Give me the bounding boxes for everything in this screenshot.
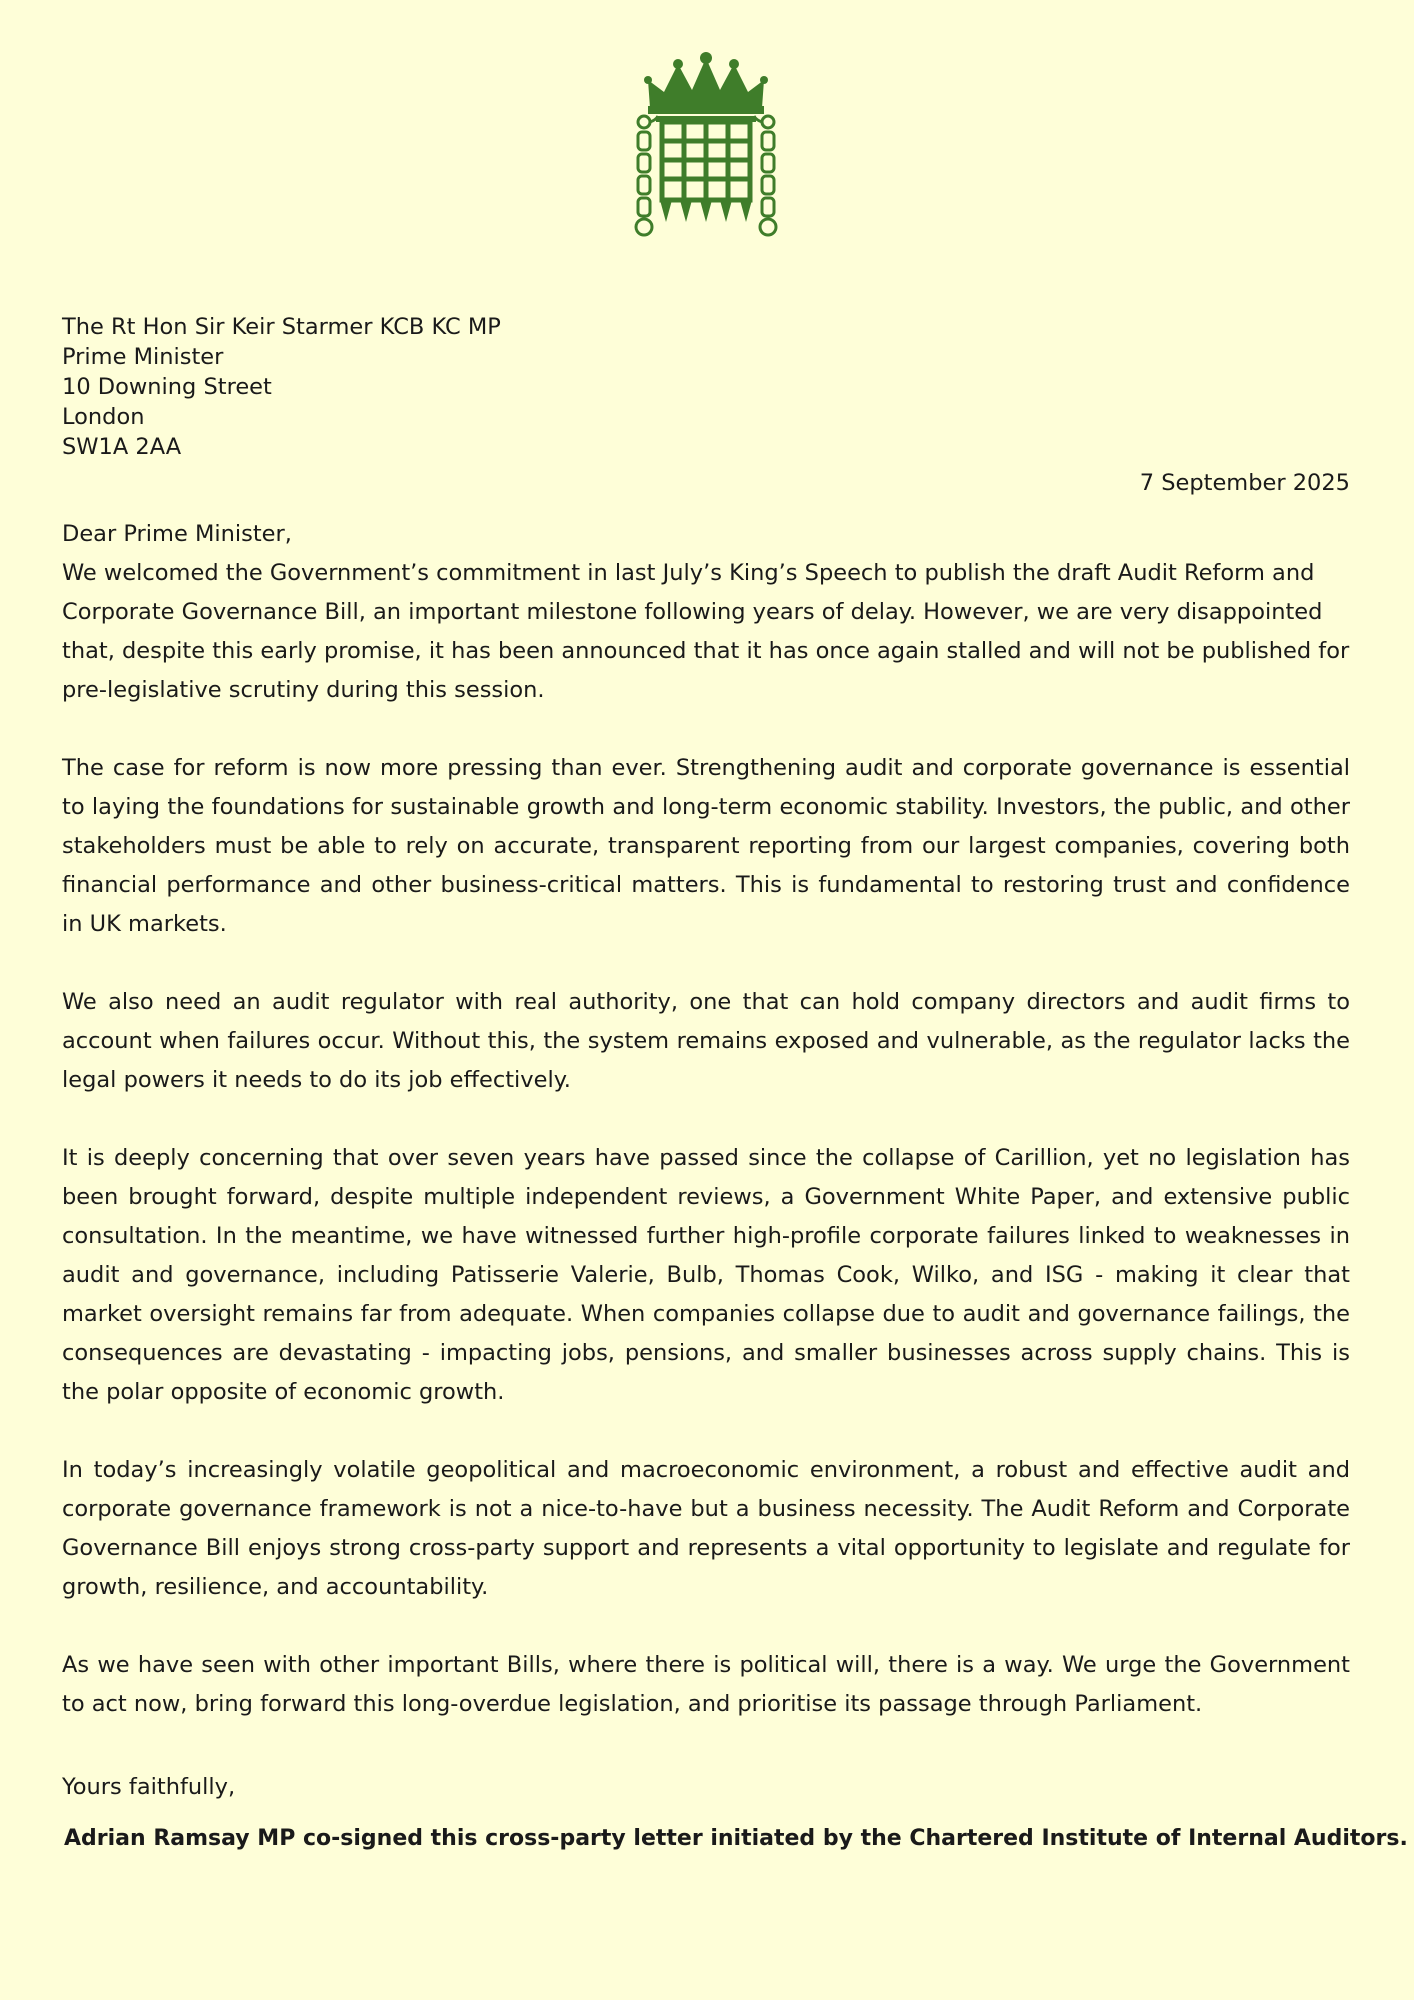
paragraph: As we have seen with other important Bills, where there is political will, there is a way. We urge the Government to act now, bring forward this long-overdue legislation, and prioritise its passage through Parliament.	[62, 1652, 1350, 1717]
recipient-name: The Rt Hon Sir Keir Starmer KCB KC MP	[62, 314, 501, 340]
paragraph: The case for reform is now more pressing than ever. Strengthening audit and corporate governance is essential to laying the foundations for sustainable growth and long-term economic stability. Investors, the public, and other stakeholders must be able to rely on accurate, transparent reporting from our largest companies, covering both financial performance and other business-critical matters. This is fundamental to restoring trust and confidence in UK markets.	[62, 755, 1350, 937]
paragraph: In today’s increasingly volatile geopolitical and macroeconomic environment, a robust and effective audit and corporate governance framework is not a nice-to-have but a business necessity. The Audit Reform and Corporate Governance Bill enjoys strong cross-party support and represents a vital opportunity to legislate and regulate for growth, resilience, and accountability.	[62, 1457, 1350, 1600]
paragraph: We welcomed the Government’s commitment in last July’s King’s Speech to publish the draft Audit Reform and Corporate Governance Bill, an important milestone following years of delay. However, we are very disappointed that, despite this early promise, it has been announced that it has once again stalled and will not be published for pre-legislative scrutiny during this session.	[62, 560, 1350, 703]
salutation: Dear Prime Minister,	[62, 521, 292, 547]
recipient-street: 10 Downing Street	[62, 374, 272, 400]
letter-date: 7 September 2025	[1139, 470, 1350, 496]
paragraph: We also need an audit regulator with real authority, one that can hold company directors and audit firms to account when failures occur. Without this, the system remains exposed and vulnerable, as the regulator lacks the legal powers it needs to do its job effectively.	[62, 989, 1350, 1093]
recipient-city: London	[62, 404, 145, 430]
closing: Yours faithfully,	[62, 1774, 236, 1800]
letter-body	[62, 554, 1350, 1763]
recipient-postcode: SW1A 2AA	[62, 434, 182, 460]
signoff-note: Adrian Ramsay MP co-signed this cross-party letter initiated by the Chartered Institute of Internal Auditors.	[64, 1826, 1408, 1851]
portcullis-crest-icon	[630, 50, 782, 238]
recipient-title: Prime Minister	[62, 344, 224, 370]
recipient-address	[62, 312, 501, 462]
letter-page	[62, 0, 1408, 2000]
paragraph: It is deeply concerning that over seven years have passed since the collapse of Carillion, yet no legislation has been brought forward, despite multiple independent reviews, a Government White Paper, and extensive public consultation. In the meantime, we have witnessed further high-profile corporate failures linked to weaknesses in audit and governance, including Patisserie Valerie, Bulb, Thomas Cook, Wilko, and ISG - making it clear that market oversight remains far from adequate. When companies collapse due to audit and governance failings, the consequences are devastating - impacting jobs, pensions, and smaller businesses across supply chains. This is the polar opposite of economic growth.	[62, 1145, 1350, 1405]
